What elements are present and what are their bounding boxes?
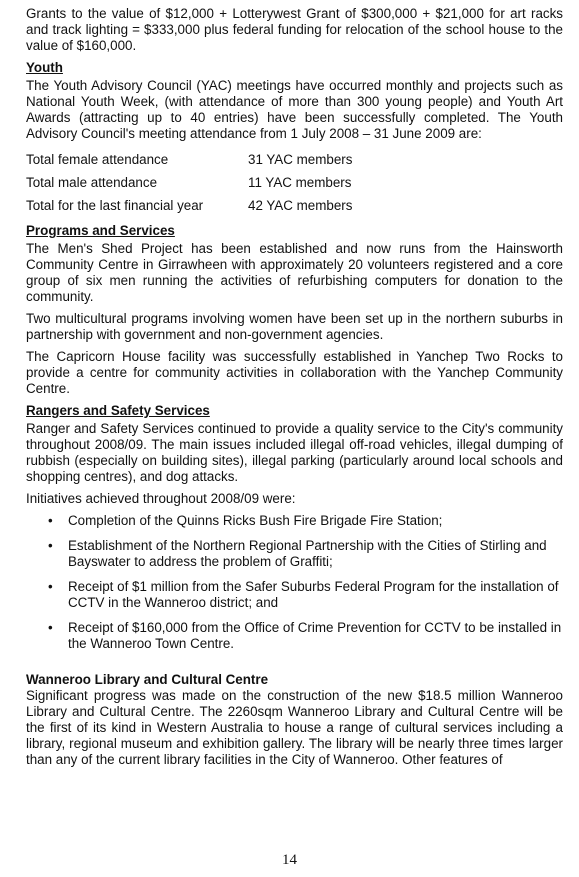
- attendance-value: 31 YAC members: [248, 151, 353, 167]
- attendance-row: [26, 171, 563, 194]
- programs-paragraph: Two multicultural programs involving women have been set up in the northern suburbs in partnership with government and non-government agencies.: [26, 311, 563, 342]
- initiatives-list: [26, 513, 563, 652]
- programs-paragraph: The Capricorn House facility was successfully established in Yanchep Two Rocks to provide a centre for community activities in collaboration with the Yanchep Community Centre.: [26, 349, 563, 396]
- page-number: 14: [282, 852, 297, 868]
- intro-paragraph: Grants to the value of $12,000 + Lotterywest Grant of $300,000 + $21,000 for art racks and track lighting = $333,000 plus federal funding for relocation of the school house to the value of $160,000.: [26, 6, 563, 53]
- rangers-heading: Rangers and Safety Services: [26, 403, 210, 418]
- list-item: • Receipt of $160,000 from the Office of Crime Prevention for CCTV to be installed in the Wanneroo Town Centre.: [48, 620, 563, 652]
- attendance-label: Total male attendance: [26, 174, 158, 190]
- list-item: • Establishment of the Northern Regional Partnership with the Cities of Stirling and Bayswater to address the problem of Graffiti;: [48, 538, 563, 570]
- attendance-row: [26, 194, 563, 217]
- programs-paragraph: The Men's Shed Project has been established and now runs from the Hainsworth Community Centre in Girrawheen with approximately 20 volunteers registered and a core group of six men running the activities of refurbishing computers for donation to the community.: [26, 241, 563, 304]
- list-item: • Receipt of $1 million from the Safer Suburbs Federal Program for the installation of CCTV in the Wanneroo district; and: [48, 579, 563, 611]
- programs-heading: Programs and Services: [26, 223, 175, 238]
- youth-heading: Youth: [26, 60, 63, 75]
- initiatives-intro: Initiatives achieved throughout 2008/09 were:: [26, 491, 296, 506]
- attendance-value: 42 YAC members: [248, 197, 353, 213]
- library-paragraph: Significant progress was made on the construction of the new $18.5 million Wanneroo Library and Cultural Centre. The 2260sqm Wanneroo Library and Cultural Centre will be the first of its kind in Western Australia to house a range of cultural services including a library, regional museum and exhibition gallery. The library will be nearly three times larger than any of the current library facilities in the City of Wanneroo. Other features of: [26, 688, 563, 767]
- youth-paragraph: The Youth Advisory Council (YAC) meetings have occurred monthly and projects such as National Youth Week, (with attendance of more than 300 young people) and Youth Art Awards (attracting up to 40 entries) have been successfully completed. The Youth Advisory Council's meeting attendance from 1 July 2008 – 31 June 2009 are:: [26, 78, 563, 141]
- library-heading: Wanneroo Library and Cultural Centre: [26, 672, 269, 687]
- rangers-paragraph: Ranger and Safety Services continued to provide a quality service to the City's community throughout 2008/09. The main issues included illegal off-road vehicles, illegal dumping of rubbish (especially on building sites), illegal parking (particularly around local schools and shopping centres), and dog attacks.: [26, 421, 563, 484]
- attendance-label: Total for the last financial year: [26, 197, 204, 213]
- document-page: [26, 6, 563, 774]
- list-item: • Completion of the Quinns Ricks Bush Fire Brigade Fire Station;: [48, 513, 563, 529]
- attendance-label: Total female attendance: [26, 151, 169, 167]
- attendance-table: [26, 148, 563, 217]
- attendance-row: [26, 148, 563, 171]
- attendance-value: 11 YAC members: [248, 174, 352, 190]
